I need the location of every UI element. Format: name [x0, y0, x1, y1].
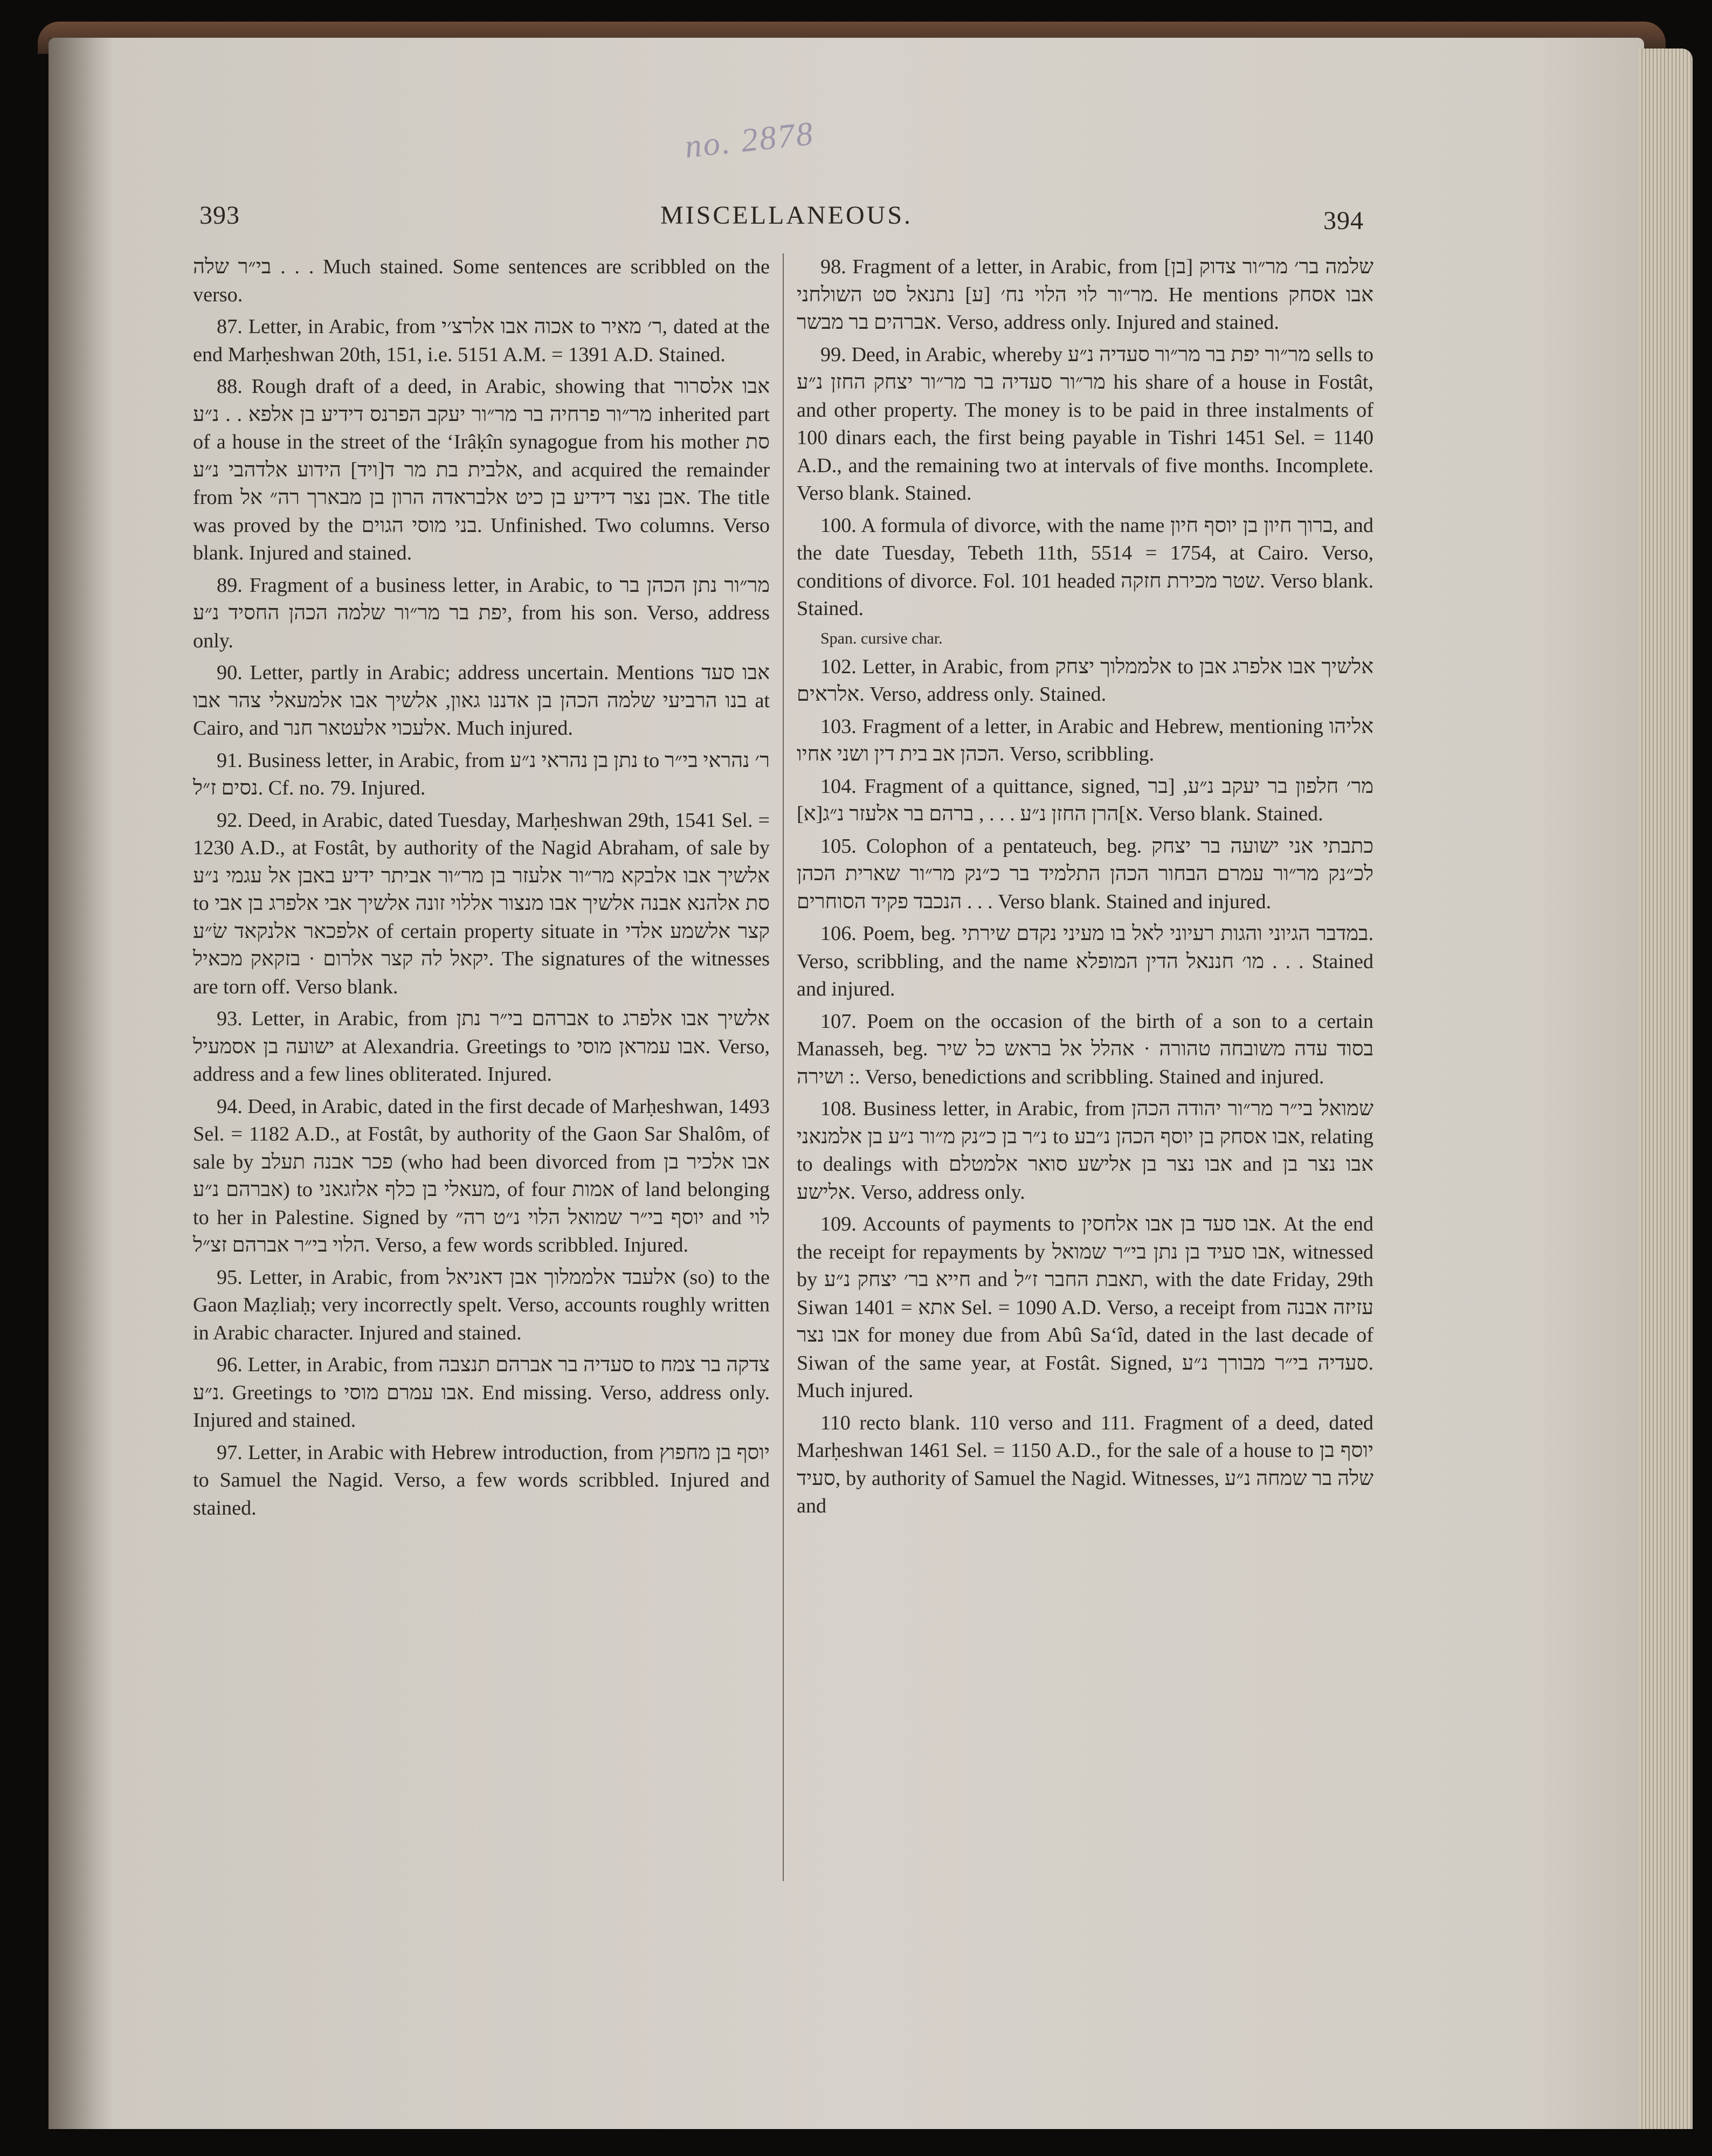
right-page-number: 394	[1323, 206, 1364, 235]
catalogue-entry: 102. Letter, in Arabic, from ‫אלממלוך יצחק‬ to ‫אלשיך‬ ‫אבו אלפרג אבן אלראים‬. Verso, address only. Stained.	[797, 655, 1373, 706]
page-edges	[1639, 49, 1693, 2129]
spine-shadow	[49, 38, 113, 2129]
catalogue-entry: 96. Letter, in Arabic, from ‫סעדיה בר אברהם תנצבה‬ to ‫צדקה בר צמח נ״ע‬. Greetings to ‫אבו עמרם מוסי‬. End missing. Verso, address only. Injured and stained.	[193, 1353, 770, 1432]
catalogue-entry: 88. Rough draft of a deed, in Arabic, showing that ‫אבו אלסרור מר״ור פרחיה בר מר״ור יעקב הפרנס דידיע בן‬ ‫אלפא . . נ״ע‬ inherited part of a house in the street of the ‘Irâḳîn synagogue from his mother ‫סת אלבית בת מר ד[ויד]‬ ‫הידוע אלדהבי נ״ע‬, and acquired the remainder from ‫אבן נצר‬ ‫דידיע בן כיט אלבראדה הרון בן מבארך רה״ אל‬. The title was proved by the ‫בני מוסי הגוים‬. Unfinished. Two columns. Verso blank. Injured and stained.	[193, 375, 770, 564]
catalogue-entry: 98. Fragment of a letter, in Arabic, from ‫שלמה בר׳‬ ‫מר״ור צדוק [בן] מר״ור לוי הלוי נח׳ [ע] נתנאל סט השולחני‬. He mentions ‫אבו אסחק אברהים בר מבשר‬. Verso, address only. Injured and stained.	[797, 255, 1374, 334]
handwritten-annotation: no. 2878	[683, 115, 816, 165]
catalogue-entry: 94. Deed, in Arabic, dated in the first decade of Marḥeshwan, 1493 Sel. = 1182 A.D., at Fostât, by authority of the Gaon Sar Shalôm, of sale by ‫פכר אבנה‬ ‫תעלב‬ (who had been divorced from ‫אבו אלכיר בן אברהם‬ ‫נ״ע‬) to ‫מעאלי בן כלף אלזגאני‬, of four ‫אמות‬ of land belonging to her in Palestine. Signed by ‫יוסף בי״ר שמואל הלוי‬ ‫נ״ט רה״‬ and ‫לוי הלוי בי״ר אברהם זצ״ל‬. Verso, a few words scribbled. Injured.	[193, 1095, 770, 1256]
catalogue-entry: Span. cursive char.	[820, 629, 943, 647]
catalogue-entry: 93. Letter, in Arabic, from ‫אברהם בי״ר נתן‬ to ‫אלשיך‬ ‫אבו אלפרג ישועה בן אסמעיל‬ at Alexandria. Greetings to ‫אבו עמראן מוסי‬. Verso, address and a few lines obliterated. Injured.	[193, 1007, 770, 1086]
catalogue-entry: 87. Letter, in Arabic, from ‫אכוה אבו אלרצ׳י‬ to ‫ר׳ מאיר‬, dated at the end Marḥeshwan 20th, 151, i.e. 5151 A.M. = 1391 A.D. Stained.	[193, 315, 770, 366]
catalogue-entry: 106. Poem, beg. ‫במדבר הגיוני והגות רעיוני לאל בו‬ ‫מעיני נקדם שירתי‬. Verso, scribbling, and the name ‫מו׳ חננאל הדין המופלא‬ . . . Stained and injured.	[797, 922, 1374, 1000]
catalogue-entry: 109. Accounts of payments to ‫אבו סעד בן אבו אלחסין‬. At the end the receipt for repayments by ‫אבו סעיד בן‬ ‫נתן בי״ר שמואל‬, witnessed by ‫חייא בר׳ יצחק נ״ע‬ and ‫תאבת‬ ‫החבר ז״ל‬, with the date Friday, 29th Siwan ‫אתא‬ = 1401 Sel. = 1090 A.D. Verso, a receipt from ‫עזיזה‬ ‫אבנה אבו נצר‬ for money due from Abû Sa‘îd, dated in the last decade of Siwan of the same year, at Fostât. Signed, ‫סעדיה בי״ר מבורך נ״ע‬. Much injured.	[797, 1213, 1374, 1402]
catalogue-entry: 105. Colophon of a pentateuch, beg. ‫כתבתי אני ישועה‬ ‫בר יצחק לכ״נק מר״ור עמרם הבחור הכהן התלמיד בר כ״נק מר״ור‬ ‫שארית הכהן הנכבד פקיד הסוחרים‬ . . . Verso blank. Stained and injured.	[797, 834, 1374, 913]
catalogue-entry: 110 recto blank. 110 verso and 111. Fragment of a deed, dated Marḥeshwan 1461 Sel. = 1150 A.D., for the sale of a house to ‫יוסף בן סעיד‬, by authority of Samuel the Nagid. Witnesses, ‫שלה בר שמחה נ״ע‬ and	[797, 1411, 1373, 1517]
left-page-number: 393	[199, 201, 240, 230]
catalogue-entry: 95. Letter, in Arabic, from ‫אלעבד אלממלוך אבן‬ ‫דאניאל‬ (so) to the Gaon Maẓliaḥ; very incorrectly spelt. Verso, accounts roughly written in Arabic character. Injured and stained.	[193, 1266, 770, 1344]
catalogue-entry: 107. Poem on the occasion of the birth of a son to a certain Manasseh, beg. ‫בסוד עדה משובחה טהורה · אהלל‬ ‫אל בראש כל שיר ושירה‬ :. Verso, benedictions and scribbling. Stained and injured.	[797, 1010, 1373, 1088]
catalogue-entry: 97. Letter, in Arabic with Hebrew introduction, from ‫יוסף בן מחפוץ‬ to Samuel the Nagid. Verso, a few words scribbled. Injured and stained.	[193, 1441, 770, 1519]
catalogue-entry: 100. A formula of divorce, with the name ‫ברוך חיון‬ ‫בן יוסף חיון‬, and the date Tuesday, Tebeth 11th, 5514 = 1754, at Cairo. Verso, conditions of divorce. Fol. 101 headed ‫שטר מכירת חזקה‬. Verso blank. Stained.	[797, 514, 1373, 620]
left-column	[193, 253, 770, 1526]
catalogue-entry: 108. Business letter, in Arabic, from ‫שמואל בי״ר‬ ‫מר״ור יהודה הכהן נ״ר בן כ״נק מ״ור נ״ע בן אלמנאני‬ to ‫אבו אסחק בן‬ ‫יוסף הכהן נ״בע‬, relating to dealings with ‫אבו נצר בן אלישע סואר אלמטלם‬ and ‫אבו נצר בן אלישע‬. Verso, address only.	[797, 1097, 1373, 1204]
right-column	[797, 253, 1373, 1525]
catalogue-entry: 92. Deed, in Arabic, dated Tuesday, Marḥeshwan 29th, 1541 Sel. = 1230 A.D., at Fostât, by authority of the Nagid Abraham, of sale by ‫אלשיך אבו אלבקא מר״ור‬ ‫אלעזר בן מר״ור אביתר ידיע באבן אל עגמי נ״ע‬ to ‫סת אלהנא‬ ‫אבנה אלשיך אבו מנצור אללוי זונה אלשיך אבי אלפרג בן אבי‬ ‫אלפכאר אלנקאד שׂ״ע‬ of certain property situate in ‫קצר‬ ‫אלשמע אלדי יקאל לה קצר אלרום · בזקאק מכאיל‬. The signatures of the witnesses are torn off. Verso blank.	[193, 808, 770, 998]
column-divider	[783, 253, 784, 1881]
catalogue-entry: 91. Business letter, in Arabic, from ‫נתן בן נהראי נ״ע‬ to ‫ר׳ נהראי בי״ר נסים ז״ל‬. Cf. no. 79. Injured.	[193, 749, 770, 799]
catalogue-entry: 104. Fragment of a quittance, signed, ‫מר׳ חלפון‬ ‫בר יעקב נ״ע‬, ‫[בר א]הרן החזן נ״ע‬ . . . , ‫ברהם בר אלעזר נ״ג‬[א]. Verso blank. Stained.	[797, 775, 1374, 825]
catalogue-entry: 103. Fragment of a letter, in Arabic and Hebrew, mentioning ‫אליהו הכהן אב בית דין ושני אחיו‬. Verso, scribbling.	[797, 715, 1373, 765]
catalogue-entry: ‫בי״ר שלה‬ . . . Much stained. Some sentences are scribbled on the verso.	[193, 255, 770, 306]
running-title: MISCELLANEOUS.	[660, 201, 913, 230]
catalogue-entry: 99. Deed, in Arabic, whereby ‫מר״ור יפת בר מר״ור סעדיה‬ ‫נ״ע‬ sells to ‫מר״ור סעדיה בר מר״ור יצחק החזן נ״ע‬ his share of a house in Fostât, and other property. The money is to be paid in three instalments of 100 dinars each, the first being payable in Tishri 1451 Sel. = 1140 A.D., and the remaining two at intervals of five months. Incomplete. Verso blank. Stained.	[797, 343, 1373, 505]
catalogue-entry: 89. Fragment of a business letter, in Arabic, to ‫מר״ור נתן הכהן בר יפת בר מר״ור שלמה הכהן החסיד נ״ע‬, from his son. Verso, address only.	[193, 573, 770, 652]
catalogue-entry: 90. Letter, partly in Arabic; address uncertain. Mentions ‫אבו סעד בנו הרביעי שלמה הכהן בן אדננו גאון‬, ‫אלשיך אבו אלמעאלי צהר אבו‬ at Cairo, and ‫אלעכוי אלעטאר‬ ‫חנר‬. Much injured.	[193, 661, 770, 740]
